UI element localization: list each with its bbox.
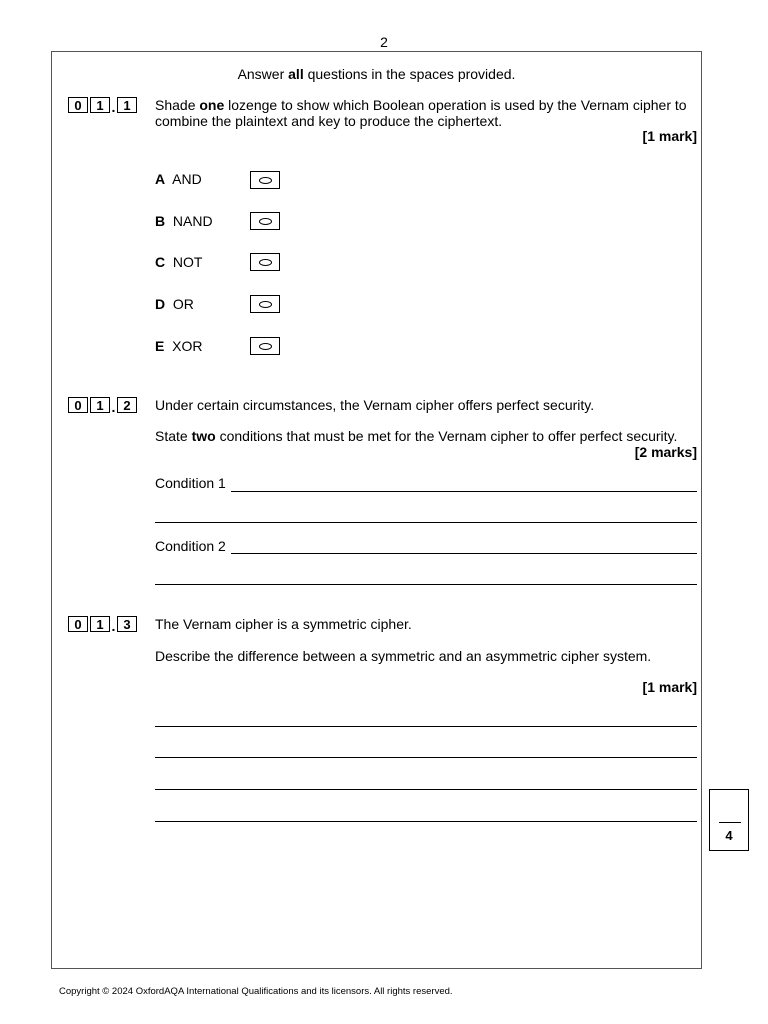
qnum-digit: 1 — [90, 97, 110, 113]
lozenge-b[interactable] — [250, 212, 280, 230]
qnum-digit: 2 — [117, 397, 137, 413]
qnum-dot: . — [111, 618, 116, 634]
q2-text-pre: State — [155, 428, 192, 444]
lozenge-oval — [259, 301, 272, 308]
option-letter: C — [155, 254, 166, 270]
q1-marks: [1 mark] — [642, 128, 697, 144]
q3-text: Describe the difference between a symmetric and an asymmetric cipher system. — [155, 648, 652, 664]
lozenge-oval — [259, 177, 272, 184]
instruction-pre: Answer — [237, 66, 289, 82]
lozenge-oval — [259, 343, 272, 350]
condition-2-answer-line[interactable] — [231, 553, 697, 554]
option-letter: B — [155, 213, 166, 229]
condition-2-answer-line-2[interactable] — [155, 584, 697, 585]
condition-1-label: Condition 1 — [155, 475, 226, 491]
option-label: NAND — [172, 213, 213, 229]
qnum-digit: 0 — [68, 97, 88, 113]
lozenge-e[interactable] — [250, 337, 280, 355]
qnum-dot: . — [111, 399, 116, 415]
q3-answer-line[interactable] — [155, 757, 697, 758]
option-letter: A — [155, 171, 166, 187]
q2-text-post: conditions that must be met for the Vernam cipher to offer perfect security. — [215, 428, 678, 444]
answer-frame — [51, 51, 702, 969]
q3-answer-line[interactable] — [155, 726, 697, 727]
question-number-01-2 — [68, 397, 137, 413]
qnum-digit: 0 — [68, 397, 88, 413]
q3-marks: [1 mark] — [642, 679, 697, 695]
instruction-bold: all — [288, 66, 304, 82]
q3-answer-line[interactable] — [155, 821, 697, 822]
option-d — [155, 296, 194, 312]
condition-2-label: Condition 2 — [155, 538, 226, 554]
option-label: OR — [172, 296, 194, 312]
q2-intro: Under certain circumstances, the Vernam cipher offers perfect security. — [155, 397, 595, 413]
qnum-digit: 1 — [117, 97, 137, 113]
lozenge-oval — [259, 218, 272, 225]
lozenge-d[interactable] — [250, 295, 280, 313]
condition-1-answer-line[interactable] — [231, 491, 697, 492]
instruction-post: questions in the spaces provided. — [303, 66, 516, 82]
option-b — [155, 213, 213, 229]
lozenge-oval — [259, 259, 272, 266]
option-a — [155, 171, 202, 187]
qnum-dot: . — [111, 99, 116, 115]
lozenge-c[interactable] — [250, 253, 280, 271]
page-number: 2 — [380, 34, 388, 50]
option-label: AND — [172, 171, 202, 187]
lozenge-a[interactable] — [250, 171, 280, 189]
option-e — [155, 338, 202, 354]
question-number-01-1 — [68, 97, 137, 113]
q1-text-pre: Shade — [155, 97, 200, 113]
option-label: NOT — [172, 254, 203, 270]
qnum-digit: 1 — [90, 397, 110, 413]
q2-marks: [2 marks] — [634, 444, 697, 460]
q2-text — [155, 428, 696, 444]
option-letter: D — [155, 296, 166, 312]
qnum-digit: 3 — [117, 616, 137, 632]
q3-answer-line[interactable] — [155, 789, 697, 790]
tally-total: 4 — [725, 828, 733, 843]
q1-text-bold: one — [199, 97, 225, 113]
condition-1-answer-line-2[interactable] — [155, 522, 697, 523]
option-label: XOR — [172, 338, 203, 354]
option-c — [155, 254, 202, 270]
q2-text-bold: two — [191, 428, 216, 444]
qnum-digit: 0 — [68, 616, 88, 632]
mark-tally-box — [709, 789, 749, 851]
copyright-notice: Copyright © 2024 OxfordAQA International Qualifications and its licensors. All rights reserved. — [59, 986, 453, 997]
option-letter: E — [155, 338, 165, 354]
question-01-1-text — [155, 97, 696, 129]
q1-text-post: lozenge to show which Boolean operation is used by the Vernam cipher to combine the plaintext and key to produce the ciphertext. — [155, 97, 687, 129]
q3-intro: The Vernam cipher is a symmetric cipher. — [155, 616, 412, 632]
question-number-01-3 — [68, 616, 137, 632]
qnum-digit: 1 — [90, 616, 110, 632]
tally-score-line — [719, 822, 741, 823]
instruction — [51, 66, 702, 82]
